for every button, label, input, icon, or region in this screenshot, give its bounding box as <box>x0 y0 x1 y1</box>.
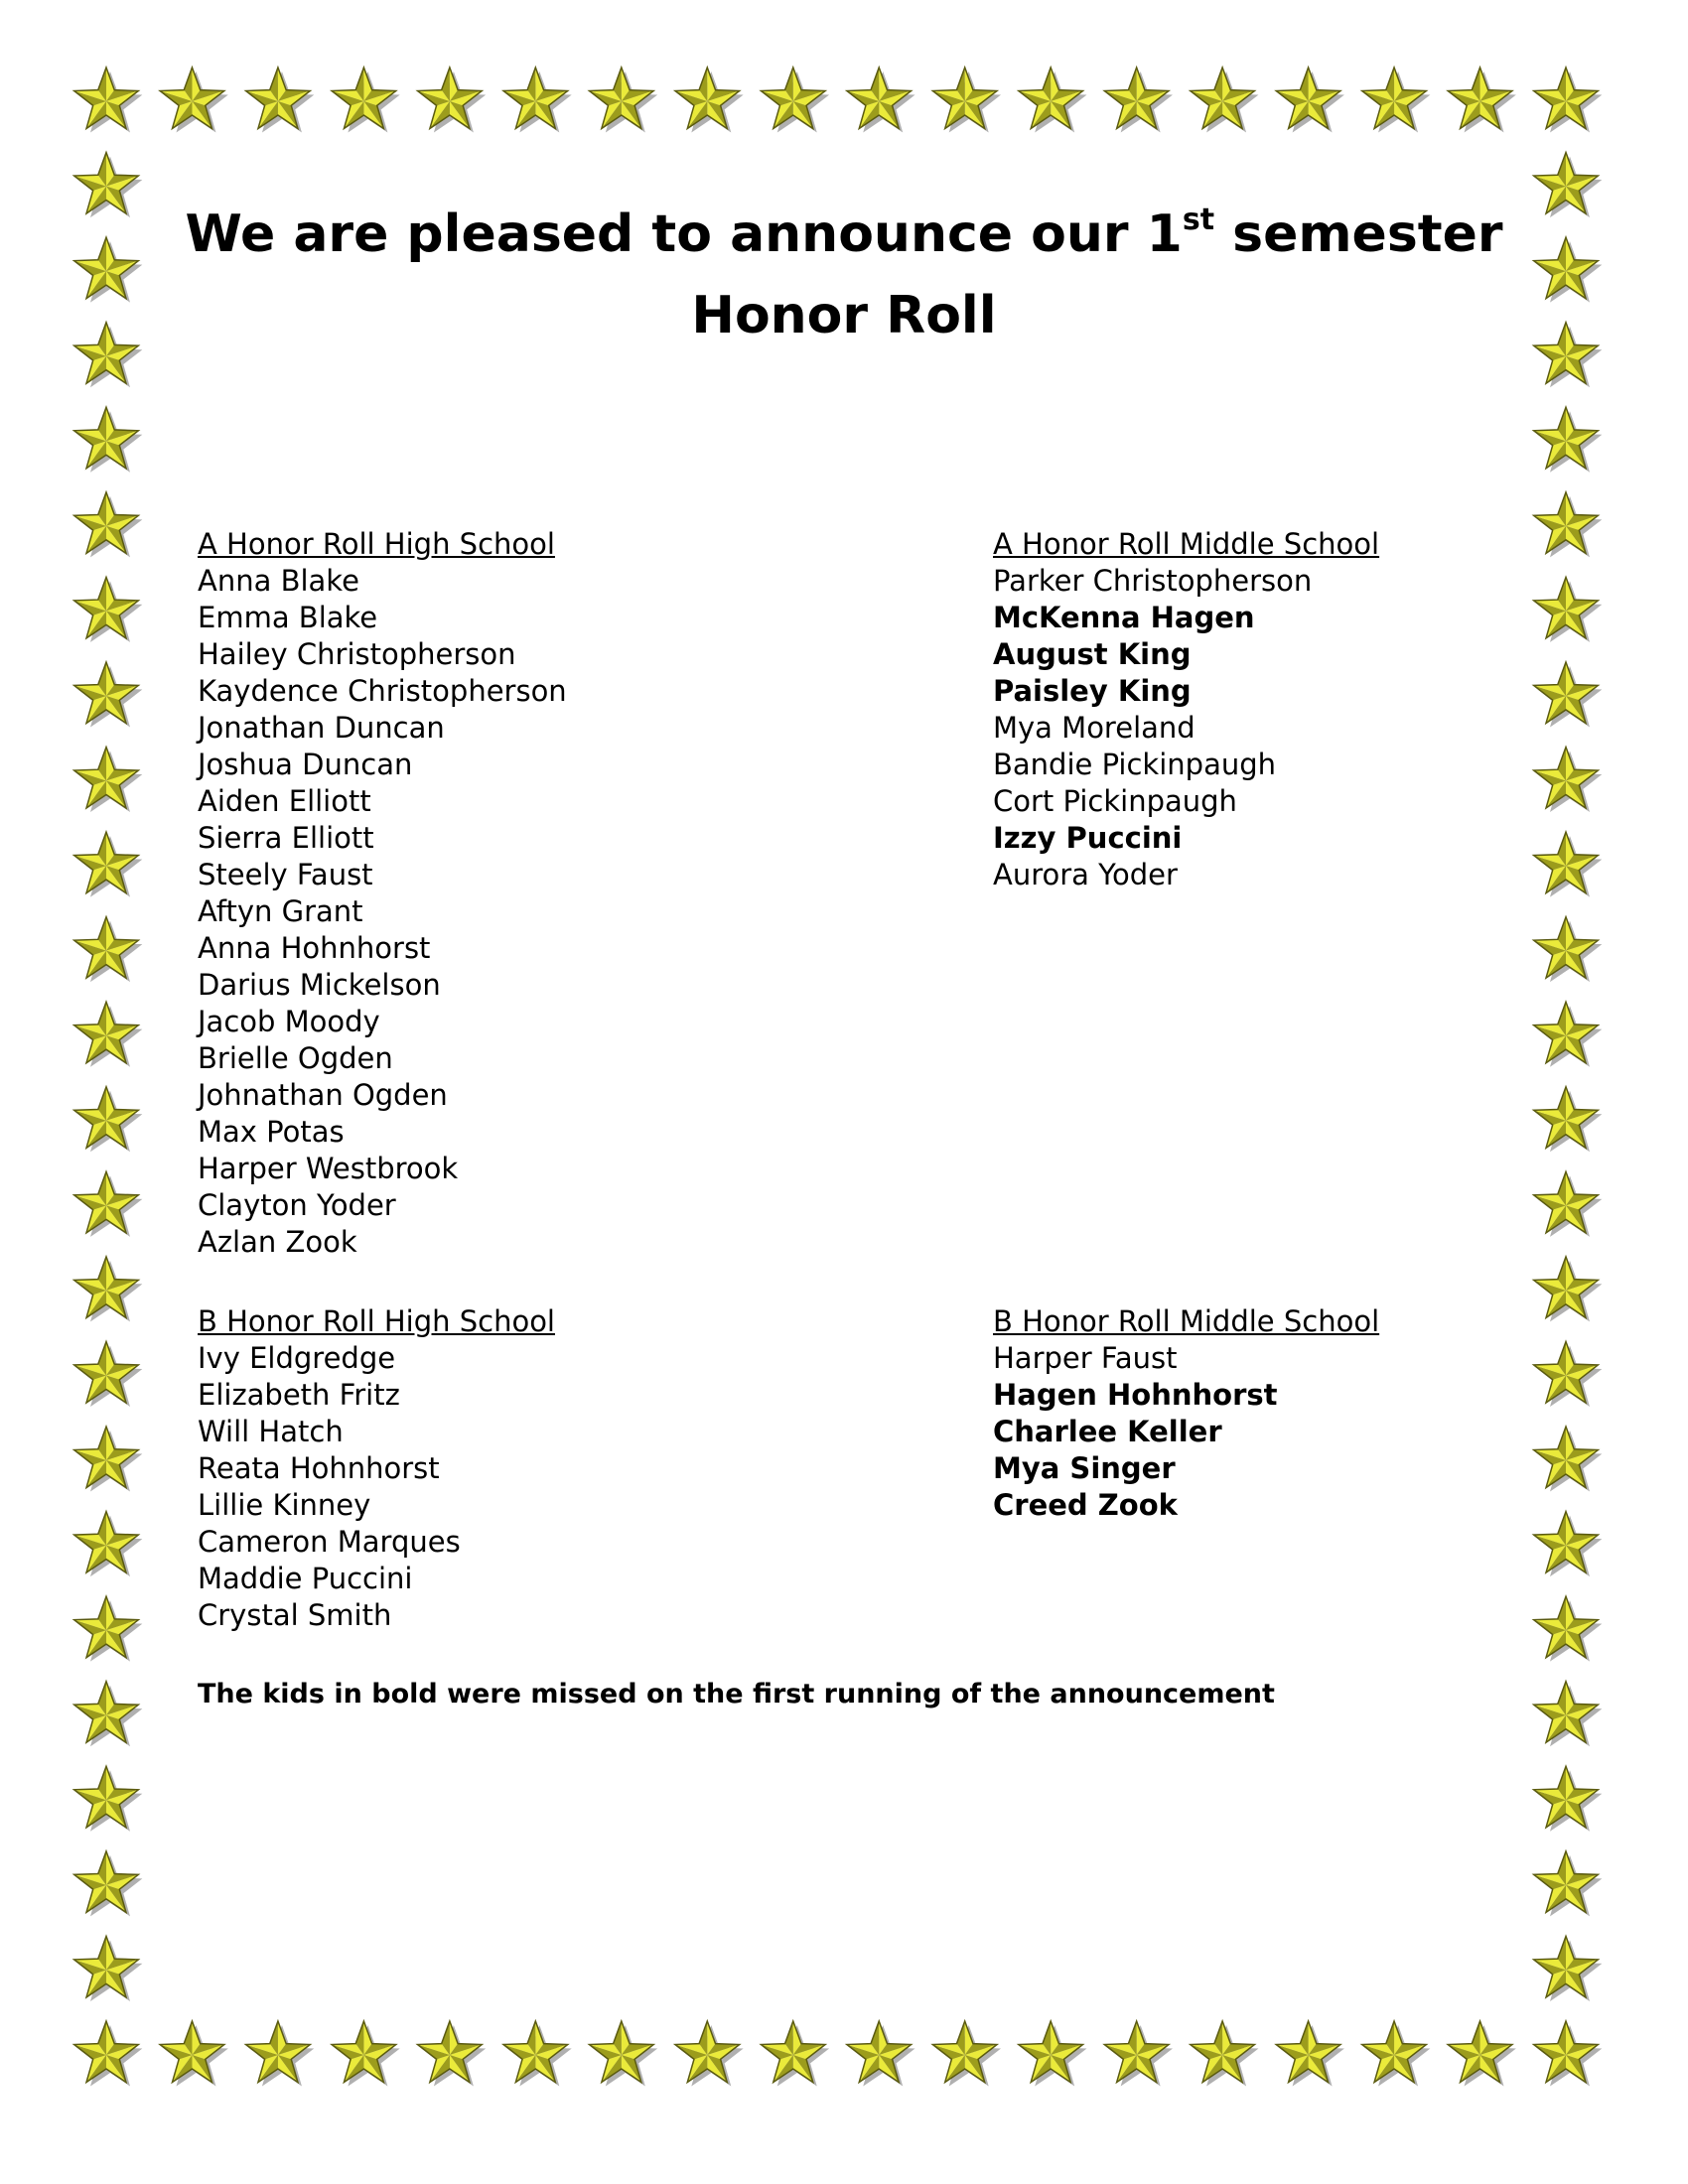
star-icon <box>1191 68 1259 133</box>
name-list <box>993 563 1379 893</box>
star-icon <box>418 2021 487 2087</box>
star-icon <box>74 1512 143 1577</box>
star-icon <box>1448 68 1516 133</box>
star-icon <box>1534 662 1603 728</box>
star-icon <box>1534 1936 1603 2001</box>
star-icon <box>847 2021 915 2087</box>
honor-roll-name: Will Hatch <box>198 1415 344 1448</box>
star-icon <box>74 748 143 813</box>
section-a-honor-roll-middle-school <box>993 526 1379 893</box>
star-icon <box>675 68 744 133</box>
star-icon <box>761 2021 829 2087</box>
star-icon <box>1534 917 1603 983</box>
star-icon <box>74 407 143 473</box>
honor-roll-name: Lillie Kinney <box>198 1488 371 1522</box>
star-icon <box>74 1596 143 1662</box>
star-icon <box>761 68 829 133</box>
honor-roll-name: Crystal Smith <box>198 1598 392 1632</box>
honor-roll-name: Aftyn Grant <box>198 894 363 928</box>
star-icon <box>1534 407 1603 473</box>
star-icon <box>1362 2021 1431 2087</box>
section-a-honor-roll-high-school <box>198 526 567 1261</box>
star-icon <box>160 68 228 133</box>
honor-roll-name: Bandie Pickinpaugh <box>993 748 1277 781</box>
honor-roll-name: Harper Westbrook <box>198 1152 459 1185</box>
star-icon <box>74 2021 143 2087</box>
honor-roll-name: Izzy Puccini <box>993 821 1183 855</box>
star-icon <box>1534 2021 1603 2087</box>
honor-roll-name: Max Potas <box>198 1115 345 1149</box>
star-icon <box>74 1171 143 1237</box>
star-icon <box>503 2021 572 2087</box>
honor-roll-name: Cort Pickinpaugh <box>993 784 1237 818</box>
star-icon <box>589 68 657 133</box>
star-icon <box>1534 492 1603 558</box>
star-icon <box>1534 1851 1603 1917</box>
star-icon <box>1104 68 1173 133</box>
honor-roll-name: Azlan Zook <box>198 1225 357 1259</box>
star-icon <box>932 68 1001 133</box>
star-icon <box>1276 68 1344 133</box>
name-list <box>198 563 567 1261</box>
star-icon <box>1362 68 1431 133</box>
honor-roll-name: Jacob Moody <box>198 1005 380 1038</box>
honor-roll-name: Hagen Hohnhorst <box>993 1378 1278 1412</box>
star-icon <box>160 2021 228 2087</box>
star-icon <box>1534 1682 1603 1747</box>
honor-roll-name: Clayton Yoder <box>198 1188 396 1222</box>
star-icon <box>418 68 487 133</box>
star-icon <box>74 492 143 558</box>
star-icon <box>1534 68 1603 133</box>
honor-roll-name: Brielle Ogden <box>198 1041 393 1075</box>
honor-roll-name: Elizabeth Fritz <box>198 1378 400 1412</box>
honor-roll-name: Harper Faust <box>993 1341 1178 1375</box>
star-icon <box>1534 1766 1603 1832</box>
honor-roll-name: McKenna Hagen <box>993 601 1255 634</box>
honor-roll-name: Jonathan Duncan <box>198 711 445 745</box>
page-title-line-2: Honor Roll <box>691 286 997 345</box>
honor-roll-name: Emma Blake <box>198 601 378 634</box>
star-icon <box>1191 2021 1259 2087</box>
section-heading: B Honor Roll High School <box>198 1304 555 1338</box>
footnote: The kids in bold were missed on the first running of the announcement <box>198 1679 1275 1709</box>
star-icon <box>1534 1257 1603 1322</box>
star-icon <box>332 68 400 133</box>
star-icon <box>675 2021 744 2087</box>
honor-roll-name: Kaydence Christopherson <box>198 674 567 708</box>
star-icon <box>1534 1427 1603 1492</box>
honor-roll-name: Hailey Christopherson <box>198 637 516 671</box>
honor-roll-name: Darius Mickelson <box>198 968 441 1002</box>
honor-roll-name: Mya Singer <box>993 1451 1176 1485</box>
honor-roll-name: Mya Moreland <box>993 711 1196 745</box>
honor-roll-name: Anna Hohnhorst <box>198 931 431 965</box>
star-icon <box>1534 1087 1603 1153</box>
star-icon <box>847 68 915 133</box>
section-heading: A Honor Roll High School <box>198 527 555 561</box>
star-icon <box>74 1087 143 1153</box>
star-icon <box>246 68 315 133</box>
name-list <box>198 1340 555 1634</box>
honor-roll-name: Ivy Eldgredge <box>198 1341 396 1375</box>
star-icon <box>1019 68 1087 133</box>
honor-roll-name: Charlee Keller <box>993 1415 1222 1448</box>
star-icon <box>74 832 143 897</box>
star-icon <box>1104 2021 1173 2087</box>
star-icon <box>74 1341 143 1407</box>
star-icon <box>74 68 143 133</box>
honor-roll-name: Johnathan Ogden <box>198 1078 448 1112</box>
page-title: We are pleased to announce our 1st semester <box>185 203 1503 264</box>
star-icon <box>1534 577 1603 642</box>
star-icon <box>74 1002 143 1067</box>
name-list <box>993 1340 1379 1524</box>
honor-roll-name: Aiden Elliott <box>198 784 371 818</box>
star-icon <box>1019 2021 1087 2087</box>
star-icon <box>74 1936 143 2001</box>
honor-roll-name: Sierra Elliott <box>198 821 374 855</box>
honor-roll-name: Aurora Yoder <box>993 858 1178 891</box>
star-icon <box>1534 1512 1603 1577</box>
honor-roll-name: Joshua Duncan <box>198 748 413 781</box>
honor-roll-name: Maddie Puccini <box>198 1562 413 1595</box>
honor-roll-name: Reata Hohnhorst <box>198 1451 440 1485</box>
star-icon <box>589 2021 657 2087</box>
star-icon <box>74 1766 143 1832</box>
section-b-honor-roll-high-school <box>198 1303 555 1634</box>
section-b-honor-roll-middle-school <box>993 1303 1379 1524</box>
star-icon <box>1276 2021 1344 2087</box>
star-icon <box>74 1257 143 1322</box>
star-icon <box>74 577 143 642</box>
star-icon <box>74 1682 143 1747</box>
honor-roll-name: Parker Christopherson <box>993 564 1313 598</box>
star-icon <box>74 917 143 983</box>
honor-roll-name: Cameron Marques <box>198 1525 461 1559</box>
star-icon <box>1534 748 1603 813</box>
honor-roll-name: August King <box>993 637 1192 671</box>
star-icon <box>246 2021 315 2087</box>
ordinal-suffix: st <box>1182 203 1215 237</box>
star-icon <box>503 68 572 133</box>
star-icon <box>1534 1596 1603 1662</box>
honor-roll-name: Creed Zook <box>993 1488 1178 1522</box>
section-heading: B Honor Roll Middle School <box>993 1304 1380 1338</box>
star-icon <box>932 2021 1001 2087</box>
star-icon <box>1534 1002 1603 1067</box>
star-icon <box>1534 832 1603 897</box>
star-icon <box>1448 2021 1516 2087</box>
honor-roll-name: Paisley King <box>993 674 1192 708</box>
star-icon <box>1534 1341 1603 1407</box>
star-icon <box>74 1851 143 1917</box>
star-icon <box>1534 1171 1603 1237</box>
honor-roll-name: Steely Faust <box>198 858 373 891</box>
star-icon <box>332 2021 400 2087</box>
section-heading: A Honor Roll Middle School <box>993 527 1380 561</box>
star-icon <box>74 662 143 728</box>
honor-roll-name: Anna Blake <box>198 564 359 598</box>
star-icon <box>74 1427 143 1492</box>
